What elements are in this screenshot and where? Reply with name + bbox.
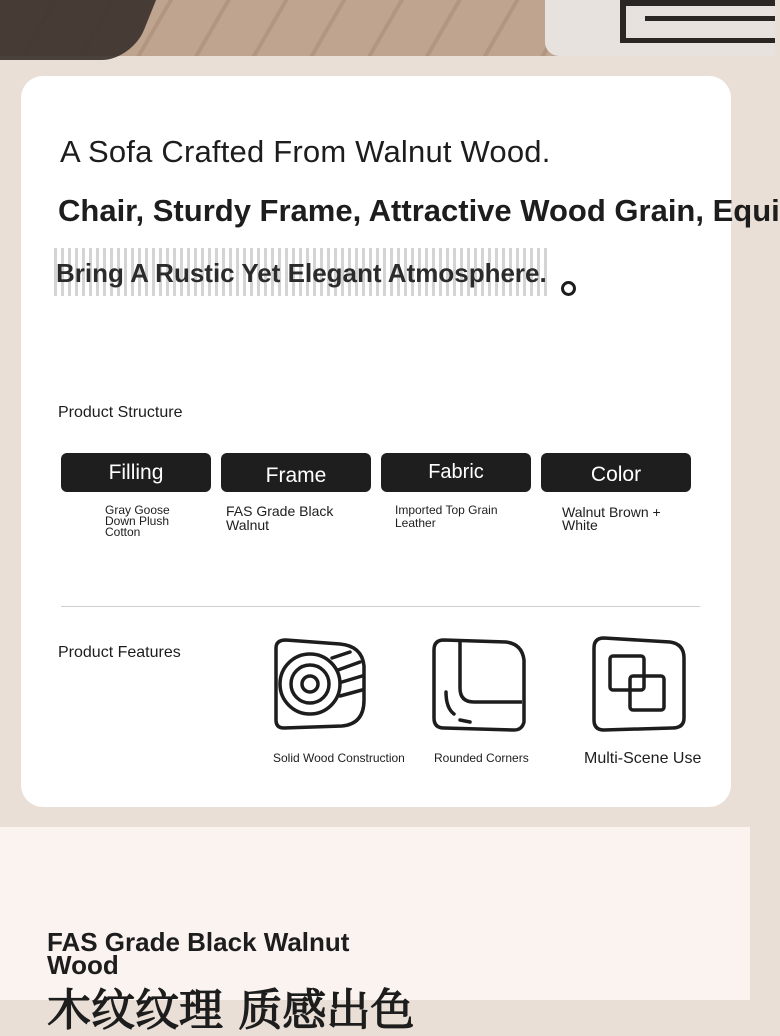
ring-dot-icon	[561, 281, 576, 296]
rounded-corner-icon	[430, 636, 526, 732]
feature-label-solid-wood: Solid Wood Construction	[273, 751, 405, 765]
spec-label-fabric: Fabric	[428, 461, 484, 483]
spec-value-frame: FAS Grade Black Walnut	[226, 503, 334, 533]
headline-line-3: Bring A Rustic Yet Elegant Atmosphere.	[56, 258, 547, 288]
hero-photo-strip	[0, 0, 750, 56]
product-features-title: Product Features	[58, 644, 181, 661]
photo-shadow	[0, 0, 168, 60]
spec-value-color: Walnut Brown + White	[562, 504, 661, 533]
spec-pill-color	[541, 453, 691, 492]
wood-grade-title: FAS Grade Black Walnut Wood	[47, 927, 350, 980]
wood-grade-subtitle	[47, 985, 415, 1036]
spec-value-filling: Gray Goose Down Plush Cotton	[105, 503, 170, 539]
feature-label-rounded-corners: Rounded Corners	[434, 751, 529, 765]
spec-label-filling: Filling	[108, 460, 164, 484]
wood-grade-subtitle-text: 木纹纹理 质感出色	[47, 985, 415, 1036]
spec-pill-fabric	[381, 453, 531, 492]
product-structure-title: Product Structure	[58, 404, 183, 421]
wood-log-icon	[270, 636, 366, 732]
wood-grade-section	[0, 827, 750, 1036]
product-info-card	[21, 76, 780, 807]
headline-line-2: Chair, Sturdy Frame, Attractive Wood Grain, Equi	[58, 193, 780, 228]
spec-label-color: Color	[590, 462, 642, 486]
rug-image	[545, 0, 775, 56]
spec-label-frame: Frame	[265, 463, 327, 487]
spec-value-fabric: Imported Top Grain Leather	[395, 503, 498, 530]
spec-pill-filling	[61, 453, 211, 492]
feature-label-multi-scene: Multi-Scene Use	[584, 750, 702, 767]
spec-pill-frame	[221, 453, 371, 492]
section-divider	[61, 606, 700, 607]
headline-line-1: A Sofa Crafted From Walnut Wood.	[60, 134, 551, 169]
overlapping-squares-icon	[590, 636, 686, 732]
